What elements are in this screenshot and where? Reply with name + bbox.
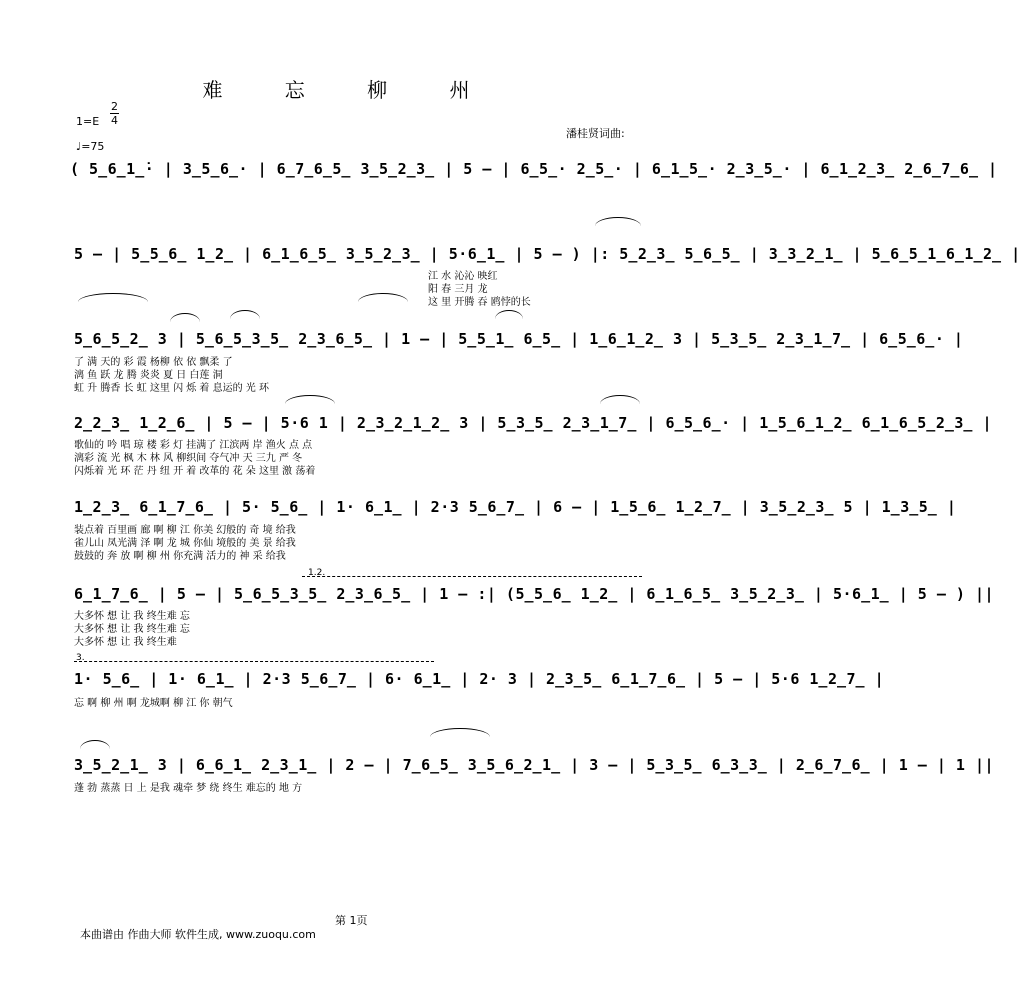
volta-label-1: 1.2. (308, 568, 326, 578)
lyrics-row-6-v3: 大多怀 想 让 我 终生难 (74, 637, 177, 648)
time-signature (110, 100, 119, 127)
time-sig-bottom: 4 (111, 114, 118, 127)
score-row-5: 1̲2̲3̲ 6̲1̲7̲6̲ | 5· 5̲6̲ | 1· 6̲1̲ | 2·3 5̲6̲7̲ | 6 – | 1̲5̲6̲ 1̲2̲7̲ | 3̲5̲2̲3̲ 5 | 1̲3̲5̲ | (74, 498, 957, 516)
tempo-marking: ♩=75 (76, 140, 105, 153)
score-row-7: 1· 5̲6̲ | 1· 6̲1̲ | 2·3 5̲6̲7̲ | 6· 6̲1̲ | 2· 3 | 2̲3̲5̲ 6̲1̲7̲6̲ | 5 – | 5·6 1̲2̲7̲ | (74, 670, 885, 688)
lyrics-row-4-v3: 闪烁着 光 环 茫 丹 纽 开 着 改革的 花 朵 这里 激 荡着 (74, 466, 316, 477)
song-title: 难 忘 柳 州 (202, 78, 498, 102)
lyrics-row-3-v1: 了 满 天的 彩 霞 杨柳 依 依 飘柔 了 (74, 357, 233, 368)
slur (358, 293, 408, 302)
lyrics-row-5-v2: 雀儿山 凤光满 泽 啊 龙 城 你仙 境般的 美 景 给我 (74, 538, 296, 549)
lyrics-row-6-v2: 大多怀 想 让 我 终生难 忘 (74, 624, 190, 635)
lyrics-row-8: 蓬 勃 蒸蒸 日 上 是我 魂牵 梦 绕 终生 难忘的 地 方 (74, 783, 303, 794)
lyrics-row-3-v2: 漓 鱼 跃 龙 腾 炎炎 夏 日 白莲 洞 (74, 370, 223, 381)
score-row-8: 3̲5̲2̲1̲ 3 | 6̲6̲1̲ 2̲3̲1̲ | 2 – | 7̲6̲5̲ 3̲5̲6̲2̲1̲ | 3 – | 5̲3̲5̲ 6̲3̲3̲ | 2̲6̲7̲6̲ | 1 – | 1 || (74, 756, 995, 774)
slur (595, 217, 641, 226)
key-signature: 1=E (76, 115, 100, 128)
slur (170, 313, 200, 322)
footer-credit: 本曲谱由 作曲大师 软件生成, www.zuoqu.com (80, 928, 316, 941)
volta-bracket-1 (302, 576, 642, 577)
lyrics-row-4-v2: 漓彩 流 光 枫 木 林 风 柳织间 夺气冲 天 三九 严 冬 (74, 453, 303, 464)
slur (600, 395, 640, 404)
lyrics-row-6-v1: 大多怀 想 让 我 终生难 忘 (74, 611, 190, 622)
lyrics-row-2-v3: 这 里 开腾 吞 鸥悖的长 (428, 297, 531, 308)
slur (78, 293, 148, 302)
author-credit: 潘桂贤词曲: (566, 127, 625, 140)
slur (230, 310, 260, 319)
lyrics-row-4-v1: 歌仙的 吟 唱 琼 楼 彩 灯 挂满了 江滨两 岸 渔火 点 点 (74, 440, 313, 451)
page-number: 第 1页 (335, 914, 368, 927)
volta-label-2: 3. (76, 653, 85, 663)
slur (80, 740, 110, 749)
time-sig-top: 2 (111, 100, 118, 113)
lyrics-row-7: 忘 啊 柳 州 啊 龙城啊 柳 江 你 朝气 (74, 698, 233, 709)
volta-bracket-2 (74, 661, 434, 662)
lyrics-row-3-v3: 虹 升 腾香 长 虹 这里 闪 烁 着 息运的 光 环 (74, 383, 269, 394)
score-row-1: ( 5̲6̲1̲̇· | 3̲5̲6̲· | 6̲7̲6̲5̲ 3̲5̲2̲3̲ | 5 – | 6̲5̲· 2̲5̲· | 6̲1̲5̲· 2̲3̲5̲· | 6̲1̲2̲3̲ 2̲6̲7̲6̲ | (70, 160, 998, 178)
score-row-2: 5 – | 5̲5̲6̲ 1̲2̲ | 6̲1̲6̲5̲ 3̲5̲2̲3̲ | 5·6̲1̲ | 5 – ) |: 5̲2̲3̲ 5̲6̲5̲ | 3̲3̲2̲1̲ | 5̲6̲5̲1̲6̲1̲2̲ | (74, 245, 1021, 263)
lyrics-row-5-v1: 装点着 百里画 廊 啊 柳 江 你美 幻般的 奇 境 给我 (74, 525, 296, 536)
score-row-6: 6̲1̲7̲6̲ | 5 – | 5̲6̲5̲3̲5̲ 2̲3̲6̲5̲ | 1 – :| (5̲5̲6̲ 1̲2̲ | 6̲1̲6̲5̲ 3̲5̲2̲3̲ | 5·6̲1̲ | 5 – ) || (74, 585, 995, 603)
lyrics-row-2-v1: 江 水 沁沁 映红 (428, 271, 498, 282)
score-row-4: 2̲2̲3̲ 1̲2̲6̲ | 5 – | 5·6 1 | 2̲3̲2̲1̲2̲ 3 | 5̲3̲5̲ 2̲3̲1̲7̲ | 6̲5̲6̲· | 1̲5̲6̲1̲2̲ 6̲1̲6̲5̲2̲3̲ | (74, 414, 993, 432)
slur (495, 310, 523, 319)
score-row-3: 5̲6̲5̲2̲ 3 | 5̲6̲5̲3̲5̲ 2̲3̲6̲5̲ | 1 – | 5̲5̲1̲ 6̲5̲ | 1̲6̲1̲2̲ 3 | 5̲3̲5̲ 2̲3̲1̲7̲ | 6̲5̲6̲· | (74, 330, 964, 348)
lyrics-row-2-v2: 阳 春 三月 龙 (428, 284, 488, 295)
lyrics-row-5-v3: 鼓鼓的 奔 放 啊 柳 州 你充满 活力的 神 采 给我 (74, 551, 286, 562)
slur (285, 395, 335, 404)
slur (430, 728, 490, 737)
